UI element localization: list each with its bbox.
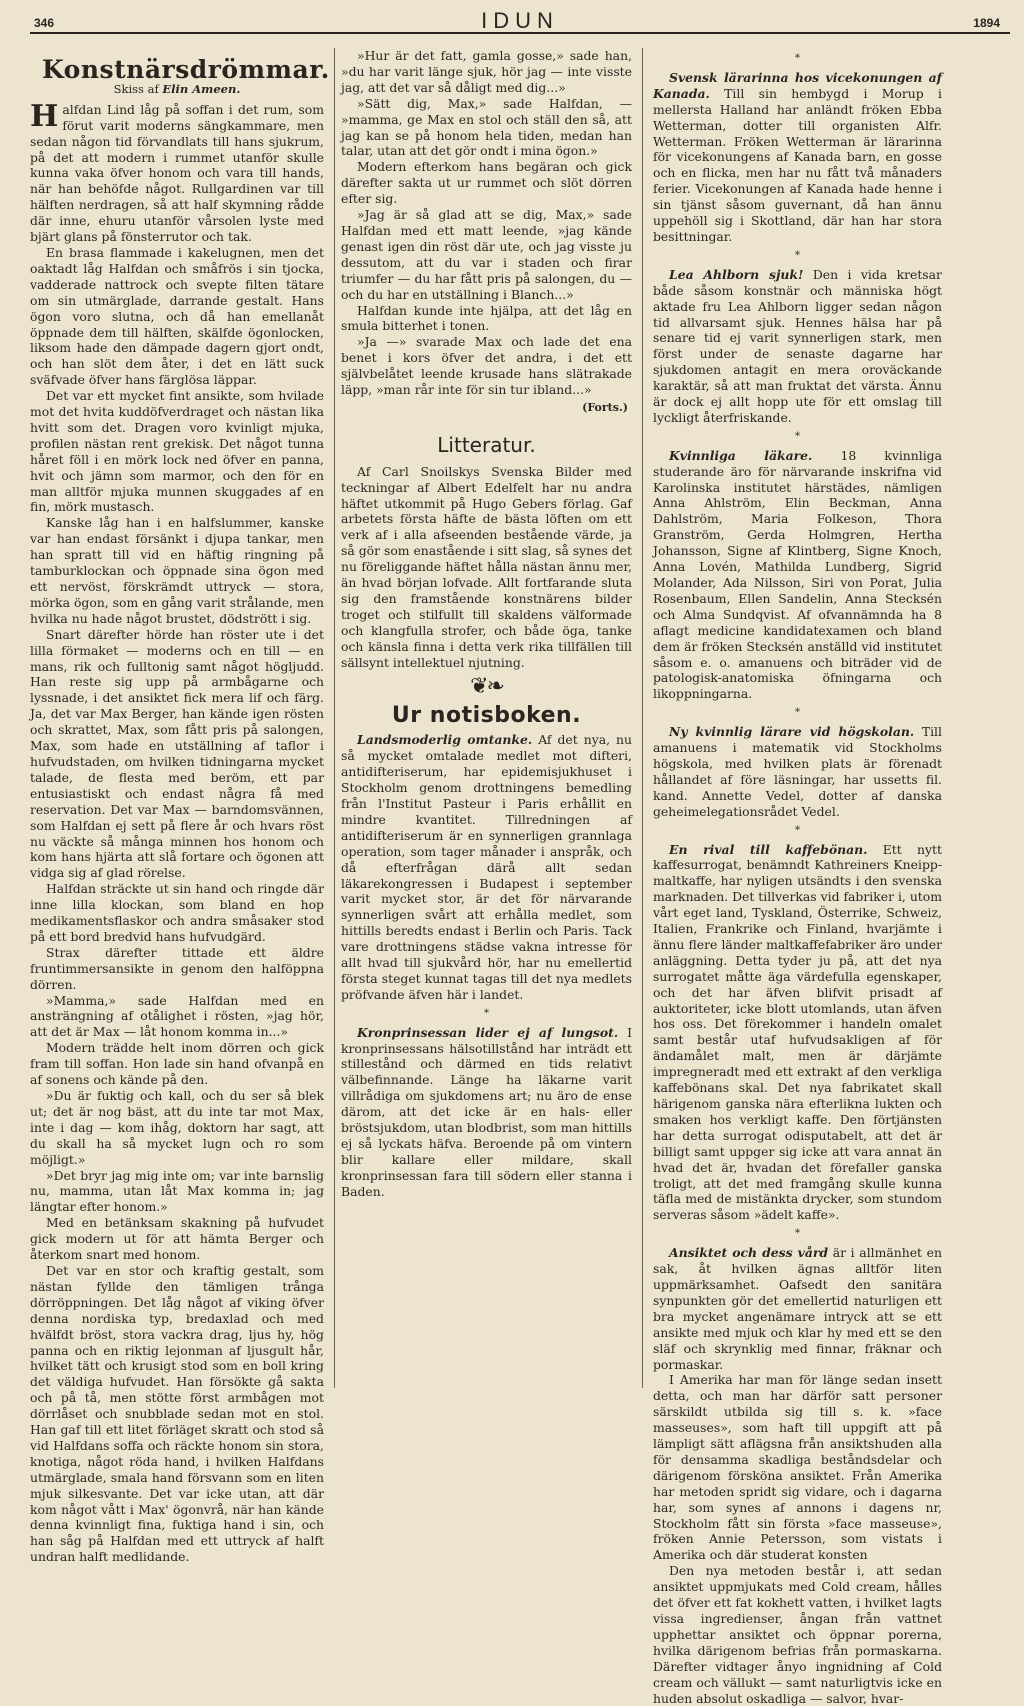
- byline: Skiss af Elin Ameen.: [113, 81, 241, 96]
- star-divider-icon: *: [795, 1228, 800, 1240]
- paragraph: En brasa flammade i kakelugnen, men det oaktadt låg Halfdan och småfrös i sin tjocka, vadderade nattrock och svepte filten tätare om sin utmärglade, darrande gestalt. Hans ögon voro slutna, och då han emellanåt öppnade dem till hälften, skälfde ögonlocken, liksom hade den dämpade dagern gjort ondt, och han slöt dem åter, i det en lätt suck sväfvade öfver hans färglösa läppar.: [30, 244, 324, 388]
- paragraph: Den nya metoden består i, att sedan ansiktet uppmjukats med Cold cream, hålles det öfver ett fat kokhett vatten, i hvilket lagts vissa ingredienser, ångan från vattnet upphettar ansiktet och öppnar porerna, hvilka därigenom befrias från pormaskarna. Därefter vidtager ånyo ingnidning af Cold cream och vällukt — samt naturligtvis icke en huden absolut oskadliga — salvor, hvar-: [653, 1563, 942, 1706]
- story-title: Konstnärsdrömmar.: [42, 55, 330, 84]
- page-number: 346: [34, 16, 55, 30]
- paragraph: »Sätt dig, Max,» sade Halfdan, — »mamma, ge Max en stol och ställ den så, att jag kan se på honom hela tiden, medan han talar, utan att det gör ondt i mina ögon.»: [341, 95, 632, 159]
- notice-item: Kvinnliga läkare. 18 kvinnliga studerande äro för närvarande inskrifna vid Karolinska institutet härstädes, nämligen Anna Ahlström, Elin Beckman, Anna Dahlström, Maria Folkeson, Thora Granström, Gerda Holmgren, Hertha Johansson, Signe af Klintberg, Signe Knoch, Anna Lovén, Mathilda Lundberg, Sigrid Molander, Ada Nilsson, Siri von Porat, Julia Rosenbaum, Ellen Sandelin, Anna Stecksén och Alma Sundqvist. Af ofvannämnda ha 8 aflagt medicine kandidatexamen och bland dem är fröken Stecksén anställd vid institutet såsom e. o. amanuens och biträder vid de patologisk-anatomiska öfningarna och likoppningarna.: [653, 447, 942, 702]
- paragraph: Halfdan Lind låg på soffan i det rum, som förut varit moderns sängkammare, men sedan någon tid förvandlats till hans sjukrum, på det att modern i rummet utanför skulle kunna vaka öfver honom och vara till hands, när han behöfde något. Rullgardinen var till hälften nerdragen, så att half skymning rådde där inne, ehuru utanför vårsolen lyste med bjärt glans på fönsterrutor och tak.: [30, 98, 324, 245]
- ornament-icon: ❦❧: [470, 673, 503, 699]
- paragraph: Strax därefter tittade ett äldre fruntimmersansikte in genom den halföppna dörren.: [30, 944, 324, 992]
- author: Elin Ameen.: [162, 81, 241, 96]
- paragraph: Halfdan sträckte ut sin hand och ringde där inne lilla klockan, som bland en hop medikamentsflaskor och andra småsaker stod på ett bord bredvid hans hufvudgärd.: [30, 881, 324, 944]
- paragraph: Modern trädde helt inom dörren och gick fram till soffan. Hon lade sin hand ofvanpå en af sonens och kände på den.: [30, 1040, 324, 1088]
- paragraph: Halfdan kunde inte hjälpa, att det låg en smula bitterhet i tonen.: [341, 302, 632, 334]
- star-divider-icon: *: [795, 249, 800, 261]
- notice-item: Kronprinsessan lider ej af lungsot. I kronprinsessans hälsotillstånd har inträdt ett stillestånd och därmed en tids relativt välbefinnande. Länge ha läkarne varit villrådiga om sjukdomens art; nu äro de ense därom, att det icke är en hals- eller bröstsjukdom, utan blodbrist, som man hittills ej så lyckats häfva. Beroende på om vintern blir kallare eller mildare, skall kronprinsessan fara till södern eller stanna i Baden.: [341, 1024, 632, 1199]
- star-divider-icon: *: [795, 824, 800, 836]
- continued-marker: (Forts.): [582, 400, 628, 414]
- paragraph: »Mamma,» sade Halfdan med en ansträngning af otålighet i rösten, »jag hör, att det är Max — låt honom komma in...»: [30, 992, 324, 1040]
- section-title-notisboken: Ur notisboken.: [391, 703, 582, 729]
- paragraph: Det var ett mycket fint ansikte, som hvilade mot det hvita kuddöfverdraget och nästan lika hvitt som det. Dragen voro kvinligt mjuka, profilen nästan rent grekisk. Det något tunna håret föll i en mörk lock ned öfver en panna, hvit och jämn som marmor, och den för en man alltför mjuka munnen skuggades af en fin, mörk mustasch.: [30, 388, 324, 515]
- star-divider-icon: *: [795, 430, 800, 442]
- star-divider-icon: *: [795, 53, 800, 64]
- paragraph: Det var en stor och kraftig gestalt, som nästan fyllde den tämligen trånga dörröppningen. Det låg något af viking öfver denna nordiska typ, bredaxlad och med hvälfdt bröst, stora vackra drag, ljus hy, hög panna och en riktig lejonman af ljusgult hår, hvilket tätt och krusigt stod som en boll kring det väldiga hufvudet. Han försökte gå sakta och på tå, men stötte först armbågen mot dörrlåset och snubblade sedan mot en stol. Han gaf till ett litet förläget skratt och stod så vid Halfdans soffa och räckte honom sin stora, knotiga, något röda hand, i hvilken Halfdans utmärglade, smala hand försvann som en liten mjuk silkesvante. Det var icke utan, att där kom något vått i Max' ögonvrå, när han kände denna kvinnligt fina, fuktiga hand i sin, och han såg på Halfdan med ett uttryck af halft undran halft medlidande.: [30, 1262, 324, 1565]
- notice-item: Ansiktet och dess vård är i allmänhet en sak, åt hvilken ägnas alltför liten uppmärksamhet. Oafsedt den sanitära synpunkten gör det emellertid naturligen ett bra mycket angenämare intryck att se ett ansikte med mjuk och klar hy med ett se den släf och skrynklig med finnar, fräknar och pormaskar.: [653, 1245, 942, 1372]
- dropcap: H: [30, 98, 59, 134]
- year: 1894: [973, 16, 1000, 30]
- star-divider-icon: *: [795, 707, 800, 719]
- section-title-litteratur: Litteratur.: [437, 432, 536, 457]
- paragraph: »Det bryr jag mig inte om; var inte barnslig nu, mamma, utan låt Max komma in; jag längtar efter honom.»: [30, 1167, 324, 1215]
- column-3: [642, 48, 942, 1706]
- notice-item: Svensk lärarinna hos vicekonungen af Kanada. Till sin hembygd i Morup i mellersta Halland har anländt fröken Ebba Wetterman, dotter till organisten Alfr. Wetterman. Fröken Wetterman är lärarinna för vicekonungens af Kanada barn, en gosse och en flicka, men har nu fått två månaders ferier. Vicekonungen af Kanada hade henne i sin tjänst såsom guvernant, då han ännu uppehöll sig i Skottland, där han har stora besittningar.: [653, 69, 942, 244]
- star-divider-icon: *: [484, 1007, 489, 1019]
- column-2: [334, 48, 642, 1388]
- paragraph: Kanske låg han i en halfslummer, kanske var han endast försänkt i djupa tankar, men han spratt till vid en häftig ringning på tamburklockan och öppnade sina ögon med ett nervöst, förskrämdt uttryck — stora, mörka ögon, som en gång varit strålande, men hvilka nu hade något brustet, dödstrött i sig.: [30, 515, 324, 626]
- paragraph: »Jag är så glad att se dig, Max,» sade Halfdan med ett matt leende, »jag kände genast igen din röst där ute, och jag visste ju dessutom, att du var i staden och firar triumfer — du har fått pris på salongen, du — och du har en utställning i Blanch...»: [341, 207, 632, 302]
- page-header: [30, 6, 1010, 34]
- paragraph: Med en betänksam skakning på hufvudet gick modern ut för att hämta Berger och återkom snart med honom.: [30, 1215, 324, 1263]
- paragraph: Modern efterkom hans begäran och gick därefter sakta ut ur rummet och slöt dörren efter sig.: [341, 159, 632, 207]
- paragraph: »Hur är det fatt, gamla gosse,» sade han, »du har varit länge sjuk, hör jag — inte visste jag, att det var så dåligt med dig...»: [341, 48, 632, 95]
- paragraph: »Du är fuktig och kall, och du ser så blek ut; det är nog bäst, att du inte tar mot Max, inte i dag — kom ihåg, doktorn har sagt, att du skall ha så mycket lugn och ro som möjligt.»: [30, 1088, 324, 1167]
- paragraph: »Ja —» svarade Max och lade det ena benet i kors öfver det andra, i det ett självbelåtet leende krusade hans slätrakade läpp, »man rår inte för sin tur ibland...»: [341, 334, 632, 398]
- paragraph: Snart därefter hörde han röster ute i det lilla förmaket — moderns och en till — en mans, rik och fulltonig samt något högljudd. Han reste sig upp på armbågarne och lyssnade, i det ansiktet fick mera lif och färg. Ja, det var Max Berger, han kände igen rösten och skrattet, Max, som fått pris på salongen, Max, som hade en utställning af taflor i hufvudstaden, om hvilken tidningarna mycket talade, de flesta med beröm, ett par entusiastiskt och endast några få med reservation. Det var Max — barndomsvännen, som Halfdan ej sett på flere år och hvars röst nu väckte så många minnen hos honom och kom hans hjärta att slå fortare och ögonen att vidga sig af glad rörelse.: [30, 626, 324, 881]
- column-1: [30, 48, 334, 1565]
- notice-item: Ny kvinnlig lärare vid högskolan. Till amanuens i matematik vid Stockholms högskola, med hvilken plats är förenadt hållandet af före läsningar, har ussetts fil. kand. Annette Vedel, dotter af danska geheimelegationsrådet Vedel.: [653, 724, 942, 819]
- magazine-title: IDUN: [481, 8, 559, 33]
- notice-item: En rival till kaffebönan. Ett nytt kaffesurrogat, benämndt Kathreiners Kneipp-maltkaffe, har nyligen utsändts i den svenska marknaden. Det tillverkas vid fabriker i, utom vårt eget land, Tyskland, Österrike, Schweiz, Italien, Frankrike och Finland, hvarjämte i ännu flere länder maltkaffefabriker äro under anläggning. Detta tyder ju på, att det nya surrogatet måtte äga värdefulla egenskaper, och det har äfven blifvit prisadt af auktoriteter, icke blott utomlands, utan äfven hos oss. Det förekommer i handeln omalet samt består utaf hufvudsakligen af för ändamålet malt, men är därjämte impregneradt med ett extrakt af den verkliga kaffebönans skal. Det nya fabrikatet skall härigenom ganska nära efterlikna lukten och smaken hos verkligt kaffe. Den förtjänsten har detta surrogat odisputabelt, att det är billigt samt uppger sig icke att vara annat än hvad det är, hvadan det förefaller ganska troligt, att det med framgång skulle kunna täfla med de mistänkta drycker, som stundom serveras såsom »ädelt kaffe».: [653, 841, 942, 1223]
- paragraph: I Amerika har man för länge sedan insett detta, och man har därför satt personer särskildt utbilda sig till s. k. »face masseuses», som haft till uppgift att på lämpligt sätt aflägsna från ansiktshuden alla för densamma skadliga beståndsdelar och därigenom försköna ansiktet. Från Amerika har metoden spridt sig vidare, och i dagarna har, som synes af annons i dagens nr, Stockholm fått sin första »face masseuse», fröken Annie Petersson, som vistats i Amerika och där studerat konsten: [653, 1372, 942, 1563]
- notice-item: Lea Ahlborn sjuk! Den i vida kretsar både såsom konstnär och människa högt aktade fru Lea Ahlborn ligger sedan någon tid allvarsamt sjuk. Hennes hälsa har på senare tid ej varit synnerligen stark, men först under de senaste dagarne har sjukdomen antagit en mera oroväckande karaktär, så att man fruktat det värsta. Ännu är dock ej allt hopp ute för ett omslag till lyckligt återfriskande.: [653, 266, 942, 425]
- paragraph: Af Carl Snoilskys Svenska Bilder med teckningar af Albert Edelfelt har nu andra häftet utkommit på Hugo Gebers förlag. Gaf arbetets första häfte de bästa löften om ett verk af i alla afseenden bestående värde, ja så gör som enastående i sitt slag, så synes det nu föreliggande häftet hålla nästan ännu mer, än hvad början lofvade. Allt fortfarande sluta sig den framstående konstnärens bilder troget och stilfullt till skaldens välformade och klangfulla strofer, och både öga, tanke och känsla finna i detta verk rika tillfällen till sällsynt intellektuel njutning.: [341, 463, 632, 670]
- notice-item: Landsmoderlig omtanke. Af det nya, nu så mycket omtalade medlet mot difteri, antidifteriserum, har epidemisjukhuset i Stockholm genom drottningens bemedling från l'Institut Pasteur i Paris erhållit en mindre kvantitet. Tillredningen af antidifteriserum är en synnerligen grannlaga operation, som tager månader i anspråk, och då efterfrågan därå allt sedan läkarekongressen i Budapest i september varit mycket stor, är det för närvarande synnerligen svårt att erhålla medlet, som hittills beredts endast i Berlin och Paris. Tack vare drottningens städse vakna intresse för allt hvad till sjukvård hör, har nu emellertid första steget kunnat tagas till det nya medlets pröfvande äfven här i landet.: [341, 732, 632, 1002]
